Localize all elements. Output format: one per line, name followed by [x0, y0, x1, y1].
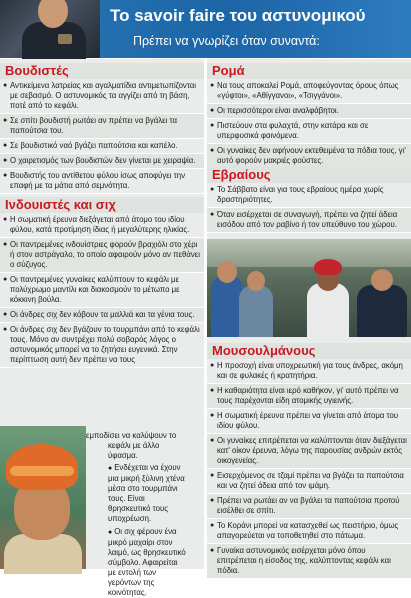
list-item: ● Ο χαιρετισμός των βουδιστών δεν γίνεται με χειραψία.: [0, 154, 204, 169]
police-officer-photo: [0, 0, 100, 58]
bullet-icon: ●: [210, 186, 215, 193]
turban-band: [10, 466, 74, 476]
section-buddhists: [0, 63, 204, 194]
bullet-icon: ●: [3, 82, 8, 89]
bullet-icon: ●: [3, 276, 8, 283]
section-muslims: [207, 343, 411, 579]
list-item: ● Οι παντρεμένες ινδουίστριες φορούν βραχιόλι στο χέρι ή στον αστράγαλο, το οποίο αφαιρούν μόνο αν πεθάνει ο σύζυγος.: [0, 238, 204, 273]
person-head: [217, 261, 237, 283]
boy-shirt: [4, 534, 82, 574]
list-item: ● Οι γυναίκες δεν αφήνουν εκτεθειμένα τα πόδια τους, γι' αυτό φορούν μακριές φούστες.: [207, 144, 411, 169]
list-item: ● Αντικείμενα λατρείας και αγαλματίδια αντιμετωπίζονται με σεβασμό. Ο αστυνομικός τα αγγίζει από τη βάση, ποτέ από το κεφάλι.: [0, 79, 204, 114]
list-item: ● Σε σπίτι βουδιστή ρωτάει αν πρέπει να βγάλει τα παπούτσια του.: [0, 114, 204, 139]
bullet-icon: ●: [3, 216, 8, 223]
officer-gear: [58, 34, 72, 44]
bullet-icon: ●: [3, 117, 8, 124]
bullet-icon: ●: [210, 122, 215, 129]
bullet-icon: ●: [210, 472, 215, 479]
list-item: ● Η σωματική έρευνα διεξάγεται από άτομο του ιδίου φύλου, κατά προτίμηση ίδιας ή μεγαλύτερης ηλικίας.: [0, 213, 204, 238]
bullet-icon: ●: [3, 157, 8, 164]
list-item: ● Να τους αποκαλεί Ρομά, αποφεύγοντας όρους όπως «γύφτοι», «Αθίγγανοι», «Τσιγγάνοι».: [207, 79, 411, 104]
list-item: ● Οι σιχ φέρουν ένα μικρό μαχαίρι στον λαιμό, ως θρησκευτικό σύμβολο. Αφαιρείται με εντολή των γερόντων της κοινότητας.: [108, 527, 186, 597]
header-banner: [0, 0, 411, 58]
list-item: ● Σε βουδιστικό ναό βγάζει παπούτσια και καπέλο.: [0, 139, 204, 154]
section-roma: [207, 63, 411, 169]
list-item: ● Το Σάββατο είναι για τους εβραίους ημέρα χωρίς δραστηριότητες.: [207, 183, 411, 208]
bullet-icon: ●: [210, 147, 215, 154]
photo-sky: [207, 239, 411, 267]
person-figure: [239, 285, 273, 337]
section-jews: [207, 167, 411, 233]
bullet-icon: ●: [210, 107, 215, 114]
wrap-text-block: εμποδίσει να καλύψουν το κεφάλι με άλλο ύφασμα. ● Ενδέχεται να έχουν μια μικρή ξύλινη χτένα μέσα στο τουρμπάνι τους. Είναι θρησκευτικό τους υποχρέωση. ● Οι σιχ φέρουν ένα μικρό μαχαίρι στον λαιμό, ως θρησκευτικό σύμβολο. Αφαιρείται με εντολή των γερόντων της κοινότητας.: [86, 431, 202, 598]
bullet-icon: ●: [210, 82, 215, 89]
list-item: ● Ενδέχεται να έχουν μια μικρή ξύλινη χτένα μέσα στο τουρμπάνι τους. Είναι θρησκευτικό τους υποχρέωση.: [108, 463, 185, 523]
list-item: ● Η προσοχή είναι υποχρεωτική για τους άνδρες, ακόμη και σε φυλακές ή κρατητήρια.: [207, 359, 411, 384]
page-subtitle: Πρέπει να γνωρίζει όταν συναντά:: [133, 34, 320, 48]
bullet-icon: ●: [210, 437, 215, 444]
bullet-icon: ●: [3, 326, 8, 333]
section-title-hindus-sikhs: Ινδουιστές και σιχ: [0, 197, 204, 213]
list-item: ● Οι άνδρες σιχ δεν βγάζουν το τουρμπάνι από το κεφάλι τους. Μόνο αν συντρέχει πολύ σοβαρός λόγος ο αστυνομικός μπορεί να το ζητήσει ευγενικά. Στην περίπτωση αυτή δεν πρέπει να τους: [0, 323, 204, 368]
list-item: ● Το Κοράνι μπορεί να κατασχεθεί ως πειστήριο, όμως απαγορεύεται να τοποθετηθεί στο πάτωμα.: [207, 519, 411, 544]
bullet-icon: ●: [210, 547, 215, 554]
left-column: [0, 59, 204, 597]
sikh-men-street-photo: [207, 239, 411, 337]
red-turban: [314, 259, 342, 275]
bullet-icon: ●: [210, 387, 215, 394]
page-title: Το savoir faire του αστυνομικού: [110, 6, 366, 25]
bullet-icon: ●: [210, 522, 215, 529]
section-title-jews: Εβραίους: [207, 167, 411, 183]
list-item: ● Οι άνδρες σιχ δεν κόβουν τα μαλλιά και τα γένια τους.: [0, 308, 204, 323]
list-item: ● Η σωματική έρευνα πρέπει να γίνεται από άτομα του ιδίου φύλου.: [207, 409, 411, 434]
sikh-man-figure: [307, 283, 349, 337]
bullet-icon: ●: [210, 412, 215, 419]
list-item: ● Όταν εισέρχεται σε συναγωγή, πρέπει να ζητεί άδεια εισόδου από τον ραβίνο ή τον υπεύθυνο του χώρου.: [207, 208, 411, 233]
list-item: ● Γυναίκα αστυνομικός εισέρχεται μόνο όπου επιτρέπεται η είσοδος της, καλύπτοντας κεφάλι και πόδια.: [207, 544, 411, 579]
officer-head: [371, 269, 393, 291]
bullet-icon: ●: [3, 142, 8, 149]
bullet-icon: ●: [3, 241, 8, 248]
bullet-icon: ●: [3, 172, 8, 179]
list-item: ● Η καθαριότητα είναι ιερό καθήκον, γι' αυτό πρέπει να τους παρέχονται είδη ατομικής υγιεινής.: [207, 384, 411, 409]
bullet-icon: ●: [210, 497, 215, 504]
right-column: [207, 59, 411, 575]
list-item: ● Πρέπει να ρωτάει αν να βγάλει τα παπούτσια προτού εισέλθει σε σπίτι.: [207, 494, 411, 519]
section-title-buddhists: Βουδιστές: [0, 63, 204, 79]
list-item: ● Οι γυναίκες επιτρέπεται να καλύπτονται όταν διεξάγεται κατ' οίκον έρευνα, λόγω της παρουσίας ανδρών εκτός οικογενείας.: [207, 434, 411, 469]
bullet-icon: ●: [210, 211, 215, 218]
officer-figure: [357, 285, 407, 337]
section-title-muslims: Μουσουλμάνους: [207, 343, 411, 359]
list-item: ● Οι περισσότεροι είναι αναλφάβητοι.: [207, 104, 411, 119]
list-item: ● Εισερχόμενος σε τζαμί πρέπει να βγάζει τα παπούτσια και να ζητεί άδεια από τον ιμάμη.: [207, 469, 411, 494]
bullet-icon: ●: [210, 362, 215, 369]
section-title-roma: Ρομά: [207, 63, 411, 79]
list-item: ● Πιστεύουν στα φυλαχτά, στην κατάρα και σε υπερφυσικά φαινόμενα.: [207, 119, 411, 144]
sikh-boy-turban-photo: [0, 426, 86, 569]
list-item: ● Βουδιστής του αντίθετου φύλου ίσως αποφύγει την επαφή με τα μάτια από σεμνότητα.: [0, 169, 204, 194]
section-hindus-sikhs: [0, 197, 204, 368]
bullet-icon: ●: [108, 465, 113, 472]
bullet-icon: ●: [3, 311, 8, 318]
list-item: ● Οι παντρεμένες γυναίκες καλύπτουν το κεφάλι με πολύχρωμο μαντίλι και διακοσμούν το μέτωπο με κόκκινη βούλα.: [0, 273, 204, 308]
bullet-icon: ●: [108, 529, 113, 536]
person-head: [247, 271, 265, 291]
